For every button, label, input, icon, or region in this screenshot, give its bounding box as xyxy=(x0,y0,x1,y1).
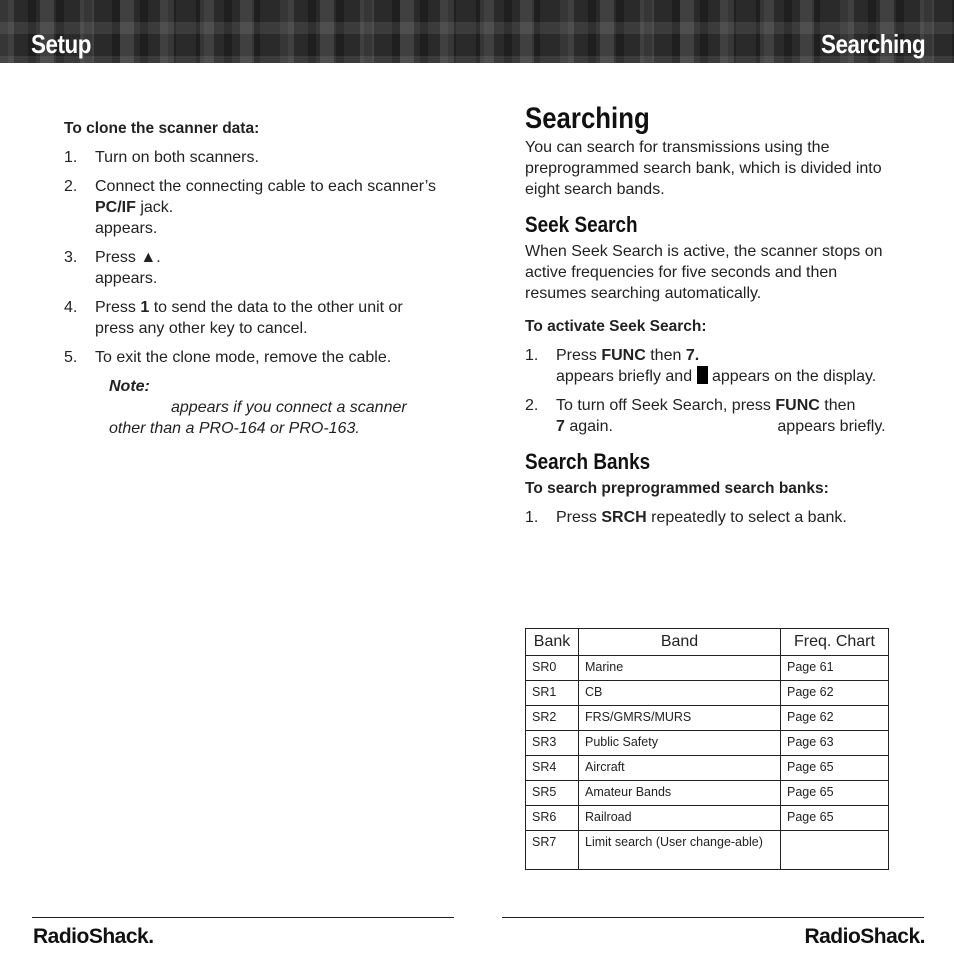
radioshack-logo-left: RadioShack. xyxy=(33,925,154,948)
seek-steps xyxy=(525,345,895,437)
clone-step-2: 2. Connect the connecting cable to each scanner’s PC/IF jack. appears. xyxy=(64,178,436,237)
table-row: SR6 Railroad Page 65 xyxy=(526,806,889,831)
clone-step-5: 5. To exit the clone mode, remove the cable. xyxy=(64,349,392,366)
banks-steps xyxy=(525,507,895,528)
left-column xyxy=(64,118,439,439)
column-header-band: Band xyxy=(579,629,781,656)
up-arrow-icon: ▲ xyxy=(140,249,157,266)
header-left-title: Setup xyxy=(31,29,91,59)
seek-step-1: 1. Press FUNC then 7. appears briefly and appears on the display. xyxy=(525,347,877,385)
header-right-title: Searching xyxy=(820,29,925,59)
intro-paragraph: You can search for transmissions using the preprogrammed search bank, which is divided into eight search bands. xyxy=(525,139,882,198)
banks-procedure-title: To search preprogrammed search banks: xyxy=(525,480,829,497)
page-header xyxy=(0,0,954,63)
column-header-bank: Bank xyxy=(526,629,579,656)
table-header-row xyxy=(526,629,889,656)
display-block-icon xyxy=(697,366,708,384)
seek-search-paragraph: When Seek Search is active, the scanner stops on active frequencies for five seconds and then resumes searching automatically. xyxy=(525,243,883,302)
search-banks-table xyxy=(525,628,889,870)
table-row: SR5 Amateur Bands Page 65 xyxy=(526,781,889,806)
clone-step-4: 4. Press 1 to send the data to the other unit or press any other key to cancel. xyxy=(64,299,403,337)
right-column xyxy=(525,102,895,536)
table-row: SR3 Public Safety Page 63 xyxy=(526,731,889,756)
clone-step-1: 1. Turn on both scanners. xyxy=(64,149,259,166)
clone-procedure-title: To clone the scanner data: xyxy=(64,120,260,137)
seek-step-2: 2. To turn off Seek Search, press FUNC then 7 again. appears briefly. xyxy=(525,397,886,435)
search-banks-heading: Search Banks xyxy=(525,449,651,474)
clone-step-3: 3. Press ▲. appears. xyxy=(64,249,161,287)
seek-procedure-title: To activate Seek Search: xyxy=(525,318,707,335)
banks-step-1: 1. Press SRCH repeatedly to select a bank. xyxy=(525,509,847,526)
table-row: SR4 Aircraft Page 65 xyxy=(526,756,889,781)
column-header-freq-chart: Freq. Chart xyxy=(781,629,889,656)
note-label: Note: xyxy=(109,378,150,395)
table-row: SR1 CB Page 62 xyxy=(526,681,889,706)
table-row: SR0 Marine Page 61 xyxy=(526,656,889,681)
clone-steps xyxy=(64,147,439,368)
section-title: Searching xyxy=(525,102,650,135)
table-row: SR7 Limit search (User change-able) xyxy=(526,831,889,870)
table-row: SR2 FRS/GMRS/MURS Page 62 xyxy=(526,706,889,731)
footer-rule-right xyxy=(502,917,924,918)
seek-search-heading: Seek Search xyxy=(525,212,638,237)
note: Note: appears if you connect a scanner other than a PRO-164 or PRO-163. xyxy=(109,376,439,439)
footer-rule-left xyxy=(32,917,454,918)
radioshack-logo-right: RadioShack. xyxy=(804,925,925,948)
